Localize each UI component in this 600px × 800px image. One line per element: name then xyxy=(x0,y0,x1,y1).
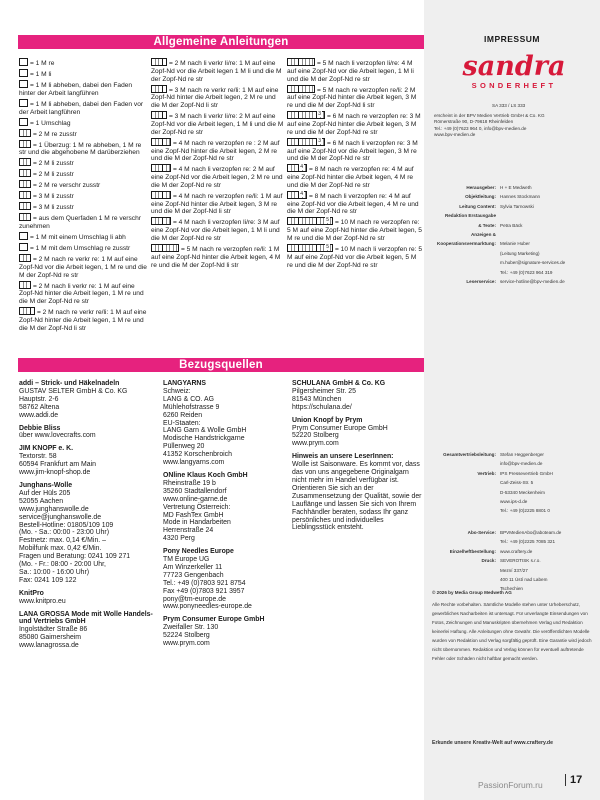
impressum-value: m.huber@signature-services.de xyxy=(500,260,566,266)
suppliers-column-2 xyxy=(163,380,293,648)
supplier-detail: https://schulana.de/ xyxy=(292,403,352,411)
impressum-value xyxy=(500,232,596,238)
abbreviation-text: = 4 M nach re verzopfen re/li: 1 M auf eine Zopf-Nd hinter die Arbeit legen, 3 M re und die M der Zopf-Nd li str xyxy=(151,192,283,216)
impressum-label xyxy=(428,499,500,505)
abbreviation-entry xyxy=(151,244,284,269)
supplier-detail: MD FashTex GmbH xyxy=(163,511,224,519)
impressum-row xyxy=(428,251,596,257)
impressum-value: Petra Bäck xyxy=(500,222,523,228)
abbreviation-text: = 1 M li xyxy=(30,70,52,78)
supplier-detail: www.junghanswolle.de xyxy=(19,505,89,513)
impressum-row xyxy=(428,194,596,200)
impressum-value: Sylvia Tarnowski xyxy=(500,203,534,209)
knitting-symbol-icon xyxy=(19,118,28,126)
abbreviation-entry xyxy=(287,111,423,136)
supplier-detail: www.ponyneedles-europe.de xyxy=(163,603,252,611)
knitting-symbol-icon xyxy=(151,244,179,252)
abbreviation-text: = 3 M nach re verkr re/li: 1 M auf eine Zopf-Nd hinter die Arbeit legen, 2 M re und die M der Zopf-Nd li str xyxy=(151,86,279,110)
knitting-symbol-icon xyxy=(151,191,171,199)
logo-wordmark: sandra xyxy=(462,51,566,82)
impressum-label: Abo-Service: xyxy=(467,530,496,535)
impressum-value: Tel.: +49 (0)2225 8801 0 xyxy=(500,508,550,514)
supplier-detail: 60594 Frankfurt am Main xyxy=(19,461,96,469)
supplier-detail: (Mo. - Fr.: 08:00 - 20:00 Uhr, xyxy=(19,561,106,569)
abbreviation-text: = 2 M li zusstr xyxy=(33,160,74,168)
supplier-detail: (Mo. - Sa.: 00:00 - 23:00 Uhr) xyxy=(19,529,109,537)
supplier-detail: www.jim-knopf-shop.de xyxy=(19,469,91,477)
supplier-detail: Mühlehofstrasse 9 xyxy=(163,403,220,411)
impressum-value: SEVEROTISK s.r.o. xyxy=(500,558,541,564)
impressum-row xyxy=(428,530,596,536)
impressum-value: BPVMedienAbo@aboteam.de xyxy=(500,530,562,535)
impressum-row xyxy=(428,204,596,210)
supplier-detail: Pilgersheimer Str. 25 xyxy=(292,387,356,395)
supplier-detail: 58762 Altena xyxy=(19,403,60,411)
supplier-detail: Herrenstraße 24 xyxy=(163,527,214,535)
abbreviation-text: = 3 M li zusstr xyxy=(33,204,74,212)
abbreviation-entry xyxy=(151,85,284,110)
impressum-row xyxy=(428,185,596,191)
supplier-name: Pony Needles Europe xyxy=(163,548,234,556)
knitting-symbol-icon xyxy=(287,217,333,225)
impressum-label: Einzelheftbestellung: xyxy=(449,548,496,554)
supplier-detail: 52055 Aachen xyxy=(19,497,64,505)
knitting-symbol-icon xyxy=(151,164,171,172)
abbreviation-text: = 1 Umschlag xyxy=(30,119,71,127)
supplier-detail: Auf der Hüls 205 xyxy=(19,489,71,497)
symbol-count: 3 xyxy=(318,137,321,144)
impressum-label: Herausgeber: xyxy=(466,185,496,190)
supplier-name: addi – Strick- und Häkelnadeln xyxy=(19,380,120,387)
abbreviation-entry xyxy=(19,118,150,128)
logo-subtitle: SONDERHEFT xyxy=(471,81,557,90)
abbreviation-entry xyxy=(287,217,423,242)
page-number: 17 xyxy=(565,774,582,786)
impressum-label xyxy=(428,461,500,467)
abbreviation-entry xyxy=(151,58,284,83)
abbreviation-text: = 2 M li zusstr xyxy=(33,171,74,179)
abbreviation-entry xyxy=(19,129,150,139)
impressum-label: Kooperationsvermarktung: xyxy=(437,241,496,247)
abbreviation-entry xyxy=(19,254,150,279)
impressum-row xyxy=(428,461,596,467)
knitting-symbol-icon xyxy=(19,58,28,66)
supplier-detail: pony@tm-europe.de xyxy=(163,595,226,603)
abbreviation-entry xyxy=(19,232,150,242)
knitting-symbol-icon xyxy=(287,85,315,93)
impressum-value: D-53340 Meckenheim xyxy=(500,489,545,495)
impressum-value: Stefan Heggenberger xyxy=(500,452,544,457)
impressum-label xyxy=(428,480,500,486)
knitting-symbol-icon xyxy=(151,58,167,66)
supplier-detail: www.prym.com xyxy=(163,640,210,648)
supplier-detail: Textorstr. 58 xyxy=(19,453,57,461)
knitting-symbol-icon xyxy=(19,99,28,107)
supplier-detail: www.langyarns.com xyxy=(163,459,225,467)
abbreviation-text: = 1 M li abheben, dabei den Faden vor der Arbeit langführen xyxy=(19,100,144,116)
supplier-detail: EU-Staaten: xyxy=(163,419,201,427)
supplier-detail: Am Winzerkeller 11 xyxy=(163,563,223,571)
impressum-row xyxy=(428,270,596,276)
section-title-instructions: Allgemeine Anleitungen xyxy=(18,35,424,49)
supplier-name: KnitPro xyxy=(19,589,44,597)
supplier-detail: 41352 Korschenbroich xyxy=(163,451,232,459)
supplier-detail: Mobilfunk max. 0,42 €/Min. xyxy=(19,545,102,553)
knitting-symbol-icon xyxy=(19,213,31,221)
supplier-detail: TM Europe UG xyxy=(163,556,210,564)
abbreviation-entry xyxy=(19,58,150,68)
abbreviation-text: = 5 M nach re verzopfen re/li: 1 M auf eine Zopf-Nd hinter die Arbeit legen, 4 M re und die M der Zopf-Nd li str xyxy=(151,246,281,269)
impressum-value: Melanie Huber xyxy=(500,241,530,247)
instructions-column-1 xyxy=(19,58,150,334)
impressum-value: 400 11 Ústí nad Labem xyxy=(500,576,548,582)
supplier-name: Union Knopf by Prym xyxy=(292,416,363,424)
supplier-detail: über www.lovecrafts.com xyxy=(19,432,96,440)
abbreviation-entry xyxy=(19,191,150,201)
supplier-detail: Fax: 0241 109 122 xyxy=(19,576,77,584)
supplier-name: LANGYARNS xyxy=(163,380,207,387)
supplier-detail: GUSTAV SELTER GmbH & Co. KG xyxy=(19,387,128,395)
knitting-symbol-icon xyxy=(287,164,307,172)
publisher-line: Tel.: +49 (0)7623 964 0, info@bpv-medien.de xyxy=(434,125,527,131)
knitting-symbol-icon xyxy=(19,69,28,77)
knitting-symbol-icon xyxy=(19,180,31,188)
abbreviation-text: = 4 M nach li verzopfen li/re: 3 M auf eine Zopf-Nd vor die Arbeit legen, 1 M li und die M der Zopf-Nd re str xyxy=(151,219,280,243)
supplier-detail: Hauptstr. 2-6 xyxy=(19,395,59,403)
distribution-list xyxy=(428,452,596,518)
craftery-footer: Erkunde unsere Kreativ-Welt auf www.craftery.de xyxy=(432,740,553,746)
abbreviation-text: = 8 M nach re verzopfen re: 4 M auf eine Zopf-Nd hinter die Arbeit legen, 4 M re und die M der Zopf-Nd re str xyxy=(287,166,414,189)
impressum-value: H + E Medweth xyxy=(500,185,532,190)
suppliers-column-1 xyxy=(19,380,157,650)
supplier-detail: service@junghanswolle.de xyxy=(19,513,102,521)
supplier-detail: LANG & CO. AG xyxy=(163,395,214,403)
impressum-value: Carl-Zeiss-Str. 5 xyxy=(500,480,534,486)
instructions-column-3 xyxy=(287,58,423,271)
knitting-symbol-icon xyxy=(19,80,28,88)
symbol-count: 5 xyxy=(326,217,329,224)
knitting-symbol-icon xyxy=(287,111,325,119)
supplier-detail: 6260 Reiden xyxy=(163,411,203,419)
abbreviation-entry xyxy=(19,202,150,212)
impressum-value: info@bpv-medien.de xyxy=(500,461,543,467)
supplier-detail: 52220 Stolberg xyxy=(292,432,339,440)
abbreviation-text: = 8 M nach li verzopfen re: 4 M auf eine Zopf-Nd vor die Arbeit legen, 4 M re und die M der Zopf-Nd re str xyxy=(287,192,419,216)
service-list xyxy=(428,530,596,596)
supplier-detail: Festnetz: max. 0,14 €/Min. – xyxy=(19,537,106,545)
abbreviation-entry xyxy=(287,164,423,189)
supplier-detail: Ingolstädter Straße 86 xyxy=(19,626,88,634)
abbreviation-text: = 2 M nach re verkr re: 1 M auf eine Zopf-Nd vor die Arbeit legen, 1 M re und die M der Zopf-Nd re str xyxy=(19,255,147,279)
supplier-detail: Rheinstraße 19 b xyxy=(163,479,216,487)
supplier-detail: Bestell-Hotline: 01805/109 109 xyxy=(19,521,114,529)
impressum-value: Tel.: +49 (0)7623 964 319 xyxy=(500,269,553,275)
impressum-row xyxy=(428,499,596,505)
impressum-label: & Texte: xyxy=(478,222,496,228)
knitting-symbol-icon xyxy=(287,138,325,146)
abbreviation-text: = 3 M li zusstr xyxy=(33,193,74,201)
knitting-symbol-icon xyxy=(19,232,28,240)
copyright-block xyxy=(432,588,592,663)
symbol-count: 4 xyxy=(300,190,303,197)
abbreviation-entry xyxy=(287,138,423,163)
abbreviation-text: = 2 M nach li verkr re: 1 M auf eine Zopf-Nd hinter die Arbeit legen, 1 M re und die M der Zopf-Nd re str xyxy=(19,282,144,306)
abbreviation-entry xyxy=(151,217,284,242)
supplier-name: Hinweis an unsere LeserInnen: xyxy=(292,453,394,461)
abbreviation-entry xyxy=(151,111,284,136)
impressum-label xyxy=(428,490,500,496)
abbreviation-entry xyxy=(19,307,150,332)
abbreviation-text: = 2 M re zusstr xyxy=(33,130,77,138)
supplier-detail: LANG Garn & Wolle GmbH xyxy=(163,427,247,435)
abbreviation-entry xyxy=(19,69,150,79)
copyright: © 2026 by Media Group Medweth AG xyxy=(432,590,512,595)
abbreviation-text: = 10 M nach li verzopfen re: 5 M auf eine Zopf-Nd vor die Arbeit legen, 5 M re und die M der Zopf-Nd re str xyxy=(287,246,423,269)
symbol-count: 4 xyxy=(300,164,303,171)
impressum-value: IPS Pressevertrieb GmbH xyxy=(500,470,553,476)
watermark: PassionForum.ru xyxy=(478,780,543,790)
impressum-value: www.ips-d.de xyxy=(500,498,528,504)
impressum-panel xyxy=(424,0,600,800)
abbreviation-entry xyxy=(151,191,284,216)
supplier-detail: www.addi.de xyxy=(19,411,59,419)
abbreviation-text: = 1 M re xyxy=(30,60,55,67)
impressum-row xyxy=(428,223,596,229)
impressum-label xyxy=(428,270,500,276)
supplier-detail: Püllenweg 20 xyxy=(163,443,205,451)
supplier-detail: Mode in Handarbeiten xyxy=(163,519,231,527)
knitting-symbol-icon xyxy=(287,244,333,252)
publisher-line: www.bpv-medien.de xyxy=(434,131,476,137)
knitting-symbol-icon xyxy=(151,217,171,225)
impressum-row xyxy=(428,577,596,583)
knitting-symbol-icon xyxy=(19,191,31,199)
section-title-suppliers: Bezugsquellen xyxy=(18,358,424,372)
knitting-symbol-icon xyxy=(287,191,307,199)
impressum-row xyxy=(428,480,596,486)
impressum-value: Hannes Stockmann xyxy=(500,194,541,200)
impressum-label: Redaktion Erstausgabe xyxy=(444,213,496,219)
supplier-detail: Prym Consumer Europe GmbH xyxy=(292,424,388,432)
knitting-symbol-icon xyxy=(19,158,31,166)
impressum-label xyxy=(428,260,500,266)
supplier-detail: Zweifaller Str. 130 xyxy=(163,624,219,632)
knitting-symbol-icon xyxy=(19,243,28,251)
impressum-row xyxy=(428,539,596,545)
impressum-row xyxy=(428,279,596,285)
impressum-row xyxy=(428,232,596,238)
impressum-label: Anzeigen & xyxy=(470,231,496,237)
supplier-detail: Sa.: 10:00 - 16:00 Uhr) xyxy=(19,568,90,576)
impressum-label xyxy=(428,577,500,583)
impressum-value xyxy=(500,213,596,219)
impressum-value: service-hotline@bpv-medien.de xyxy=(500,278,565,284)
supplier-detail: 4320 Perg xyxy=(163,535,195,543)
symbol-count: 3 xyxy=(318,111,321,118)
abbreviation-entry xyxy=(19,180,150,190)
supplier-name: JIM KNOPF e. K. xyxy=(19,445,73,453)
publisher-line: erscheint in der BPV Medien Vertrieb GmbH & Co. KG xyxy=(434,113,545,119)
knitting-symbol-icon xyxy=(151,85,167,93)
impressum-title: IMPRESSUM xyxy=(484,34,540,44)
knitting-symbol-icon xyxy=(19,307,35,315)
abbreviation-entry xyxy=(19,140,150,158)
abbreviation-text: = 1 M li abheben, dabei den Faden hinter der Arbeit langführen xyxy=(19,81,133,97)
impressum-row xyxy=(428,558,596,564)
abbreviation-text: = 4 M nach re verzopfen re : 2 M auf eine Zopf-Nd hinter die Arbeit legen, 2 M re und die M der Zopf-Nd re str xyxy=(151,139,280,163)
supplier-detail: Modische Handstrickgarne xyxy=(163,435,245,443)
impressum-value: Tschechien xyxy=(500,586,523,592)
impressum-row xyxy=(428,549,596,555)
supplier-name: ONline Klaus Koch GmbH xyxy=(163,471,248,479)
issue-number: SA 333 / LS 333 xyxy=(492,103,526,108)
knitting-symbol-icon xyxy=(19,169,31,177)
supplier-detail: 35260 Stadtallendorf xyxy=(163,487,227,495)
impressum-row xyxy=(428,241,596,247)
abbreviation-text: = 5 M nach li verzopfen li/re: 4 M auf eine Zopf-Nd vor die Arbeit legen, 1 M li und die M der Zopf-Nd re str xyxy=(287,60,414,83)
supplier-name: Junghans-Wolle xyxy=(19,481,73,489)
impressum-row xyxy=(428,508,596,514)
supplier-name: SCHULANA GmbH & Co. KG xyxy=(292,380,386,387)
impressum-label xyxy=(428,508,500,514)
supplier-detail: www.knitpro.eu xyxy=(19,597,66,605)
supplier-detail: 77723 Gengenbach xyxy=(163,571,224,579)
impressum-label: Objektleitung: xyxy=(465,194,496,200)
impressum-value: www.craftery.de xyxy=(500,548,533,554)
instructions-column-2 xyxy=(151,58,284,271)
abbreviation-entry xyxy=(151,164,284,189)
abbreviation-text: = 2 M nach re verkr re/li: 1 M auf eine Zopf-Nd hinter die Arbeit legen, 1 M re und die M der Zopf-Nd li str xyxy=(19,309,147,332)
supplier-detail: www.prym.com xyxy=(292,440,339,448)
abbreviation-entry xyxy=(287,191,423,216)
publisher-info xyxy=(434,103,590,138)
supplier-detail: 85080 Gaimersheim xyxy=(19,634,82,642)
supplier-detail: www.lanagrossa.de xyxy=(19,642,79,650)
suppliers-column-3 xyxy=(292,380,423,532)
abbreviation-entry xyxy=(287,85,423,110)
impressum-row xyxy=(428,452,596,458)
abbreviation-entry xyxy=(151,138,284,163)
supplier-detail: 81543 München xyxy=(292,395,342,403)
abbreviation-text: = 2 M re verschr zusstr xyxy=(33,182,101,190)
supplier-name: LANA GROSSA Mode mit Wolle Handels- und Vertriebs GmbH xyxy=(19,610,153,626)
impressum-label: Druck: xyxy=(481,558,496,564)
knitting-symbol-icon xyxy=(151,111,167,119)
impressum-label xyxy=(428,568,500,574)
impressum-label: Leserservice: xyxy=(466,278,496,284)
knitting-symbol-icon xyxy=(19,254,31,262)
sandra-logo xyxy=(444,53,584,93)
abbreviation-entry xyxy=(19,80,150,98)
abbreviation-entry xyxy=(19,158,150,168)
supplier-detail: Tel.: +49 (0)7803 921 8754 xyxy=(163,579,246,587)
impressum-label xyxy=(428,539,500,545)
impressum-value: Tel.: +49 (0)2225 7085 321 xyxy=(500,539,556,545)
abbreviation-text: = 2 M nach li verkr li/re: 1 M auf eine Zopf-Nd vor die Arbeit legen 1 M li und die M der Zopf-Nd re str xyxy=(151,60,282,83)
abbreviation-text: = 1 M mit einem Umschlag li abh xyxy=(30,233,126,241)
supplier-detail: Vertretung Österreich: xyxy=(163,503,231,511)
impressum-row xyxy=(428,490,596,496)
abbreviation-entry xyxy=(19,99,150,117)
abbreviation-entry xyxy=(19,213,150,231)
staff-list xyxy=(428,185,596,288)
knitting-symbol-icon xyxy=(19,281,31,289)
abbreviation-entry xyxy=(19,243,150,253)
abbreviation-text: = 10 M nach re verzopfen re: 5 M auf eine Zopf-Nd hinter die Arbeit legen, 5 M re und die M der Zopf-Nd re str xyxy=(287,219,422,243)
supplier-detail: 52224 Stolberg xyxy=(163,632,210,640)
legal-notice: Alle Rechte vorbehalten. Sämtliche Modelle stehen unter Urheberschutz, gewerbliches Nacharbeiten ist untersagt. Für unverlangte Einsendungen von Fotos, Zeichnungen und Manuskripten übernehmen Verlag und Redaktion keinerlei Haftung. Alle Anleitungen ohne Gewähr. Die veröffentlichten Modelle wurden von Redaktion und Verlag sorgfältig geprüft. Eine Garantie wird jedoch nicht übernommen. Redaktion und Verlag können für eventuell auftretende Fehler oder Schäden nicht haftbar gemacht werden. xyxy=(432,602,592,661)
impressum-value: (Leitung Marketing) xyxy=(500,250,540,256)
supplier-detail: Wolle ist Saisonware. Es kommt vor, dass das von uns angegebene Originalgarn nicht mehr im Handel verfügbar ist. Orientieren Sie sich an der Zusammensetzung der Qualität, sowie der Lauflänge und lassen Sie sich von Ihrem Fachhändler beraten, sodass Ihr ganz persönliches und individuelles Lieblingsstück entsteht. xyxy=(292,461,422,532)
knitting-symbol-icon xyxy=(19,140,31,148)
publisher-lines xyxy=(434,113,590,138)
supplier-detail: Fragen und Beratung: 0241 109 271 xyxy=(19,553,131,561)
abbreviation-text: = 1 M mit dem Umschlag re zusstr xyxy=(30,244,131,252)
knitting-symbol-icon xyxy=(19,202,31,210)
abbreviation-text: = aus dem Querfaden 1 M re verschr zunehmen xyxy=(19,215,141,230)
abbreviation-text: = 6 M nach li verzopfen re: 3 M auf eine Zopf-Nd vor die Arbeit legen, 3 M re und die M der Zopf-Nd re str xyxy=(287,139,418,163)
impressum-label: Leitung Content: xyxy=(459,203,496,209)
supplier-name: Prym Consumer Europe GmbH xyxy=(163,616,265,624)
knitting-symbol-icon xyxy=(151,138,171,146)
impressum-row xyxy=(428,260,596,266)
abbreviation-text: = 6 M nach re verzopfen re: 3 M auf eine Zopf-Nd hinter die Arbeit legen, 3 M re und die M der Zopf-Nd re str xyxy=(287,113,421,136)
impressum-row xyxy=(428,471,596,477)
supplier-name: Debbie Bliss xyxy=(19,424,61,432)
abbreviation-text: = 4 M nach li verzopfen re: 2 M auf eine Zopf-Nd vor die Arbeit legen, 2 M re und die M der Zopf-Nd re str xyxy=(151,166,283,189)
abbreviation-entry xyxy=(19,281,150,306)
abbreviation-entry xyxy=(287,58,423,83)
abbreviation-entry xyxy=(287,244,423,269)
publisher-line: Römerstraße 90, D-79618 Rheinfelden xyxy=(434,119,514,125)
impressum-label: Vertrieb: xyxy=(477,470,496,476)
symbol-count: 5 xyxy=(326,244,329,251)
knitting-symbol-icon xyxy=(19,129,31,137)
abbreviation-text: = 5 M nach re verzopfen re/li: 2 M auf eine Zopf-Nd hinter die Arbeit legen, 3 M re und die M der Zopf-Nd li str xyxy=(287,86,417,110)
abbreviation-entry xyxy=(19,169,150,179)
impressum-value: Mezní 337/27 xyxy=(500,567,528,573)
knitting-symbol-icon xyxy=(287,58,315,66)
impressum-row xyxy=(428,213,596,219)
impressum-label: Gesamtvertriebsleitung: xyxy=(443,452,496,457)
impressum-row xyxy=(428,568,596,574)
supplier-detail: www.online-garne.de xyxy=(163,495,228,503)
supplier-detail: Fax +49 (0)7803 921 3957 xyxy=(163,587,245,595)
supplier-detail: Schweiz: xyxy=(163,387,191,395)
impressum-label xyxy=(428,251,500,257)
abbreviation-text: = 3 M nach li verkr li/re: 2 M auf eine Zopf-Nd vor die Arbeit legen, 1 M li und die M der Zopf-Nd re str xyxy=(151,113,284,136)
abbreviation-text: = 1 Überzug: 1 M re abheben, 1 M re str und die abgehobene M darüberziehen xyxy=(19,141,142,157)
